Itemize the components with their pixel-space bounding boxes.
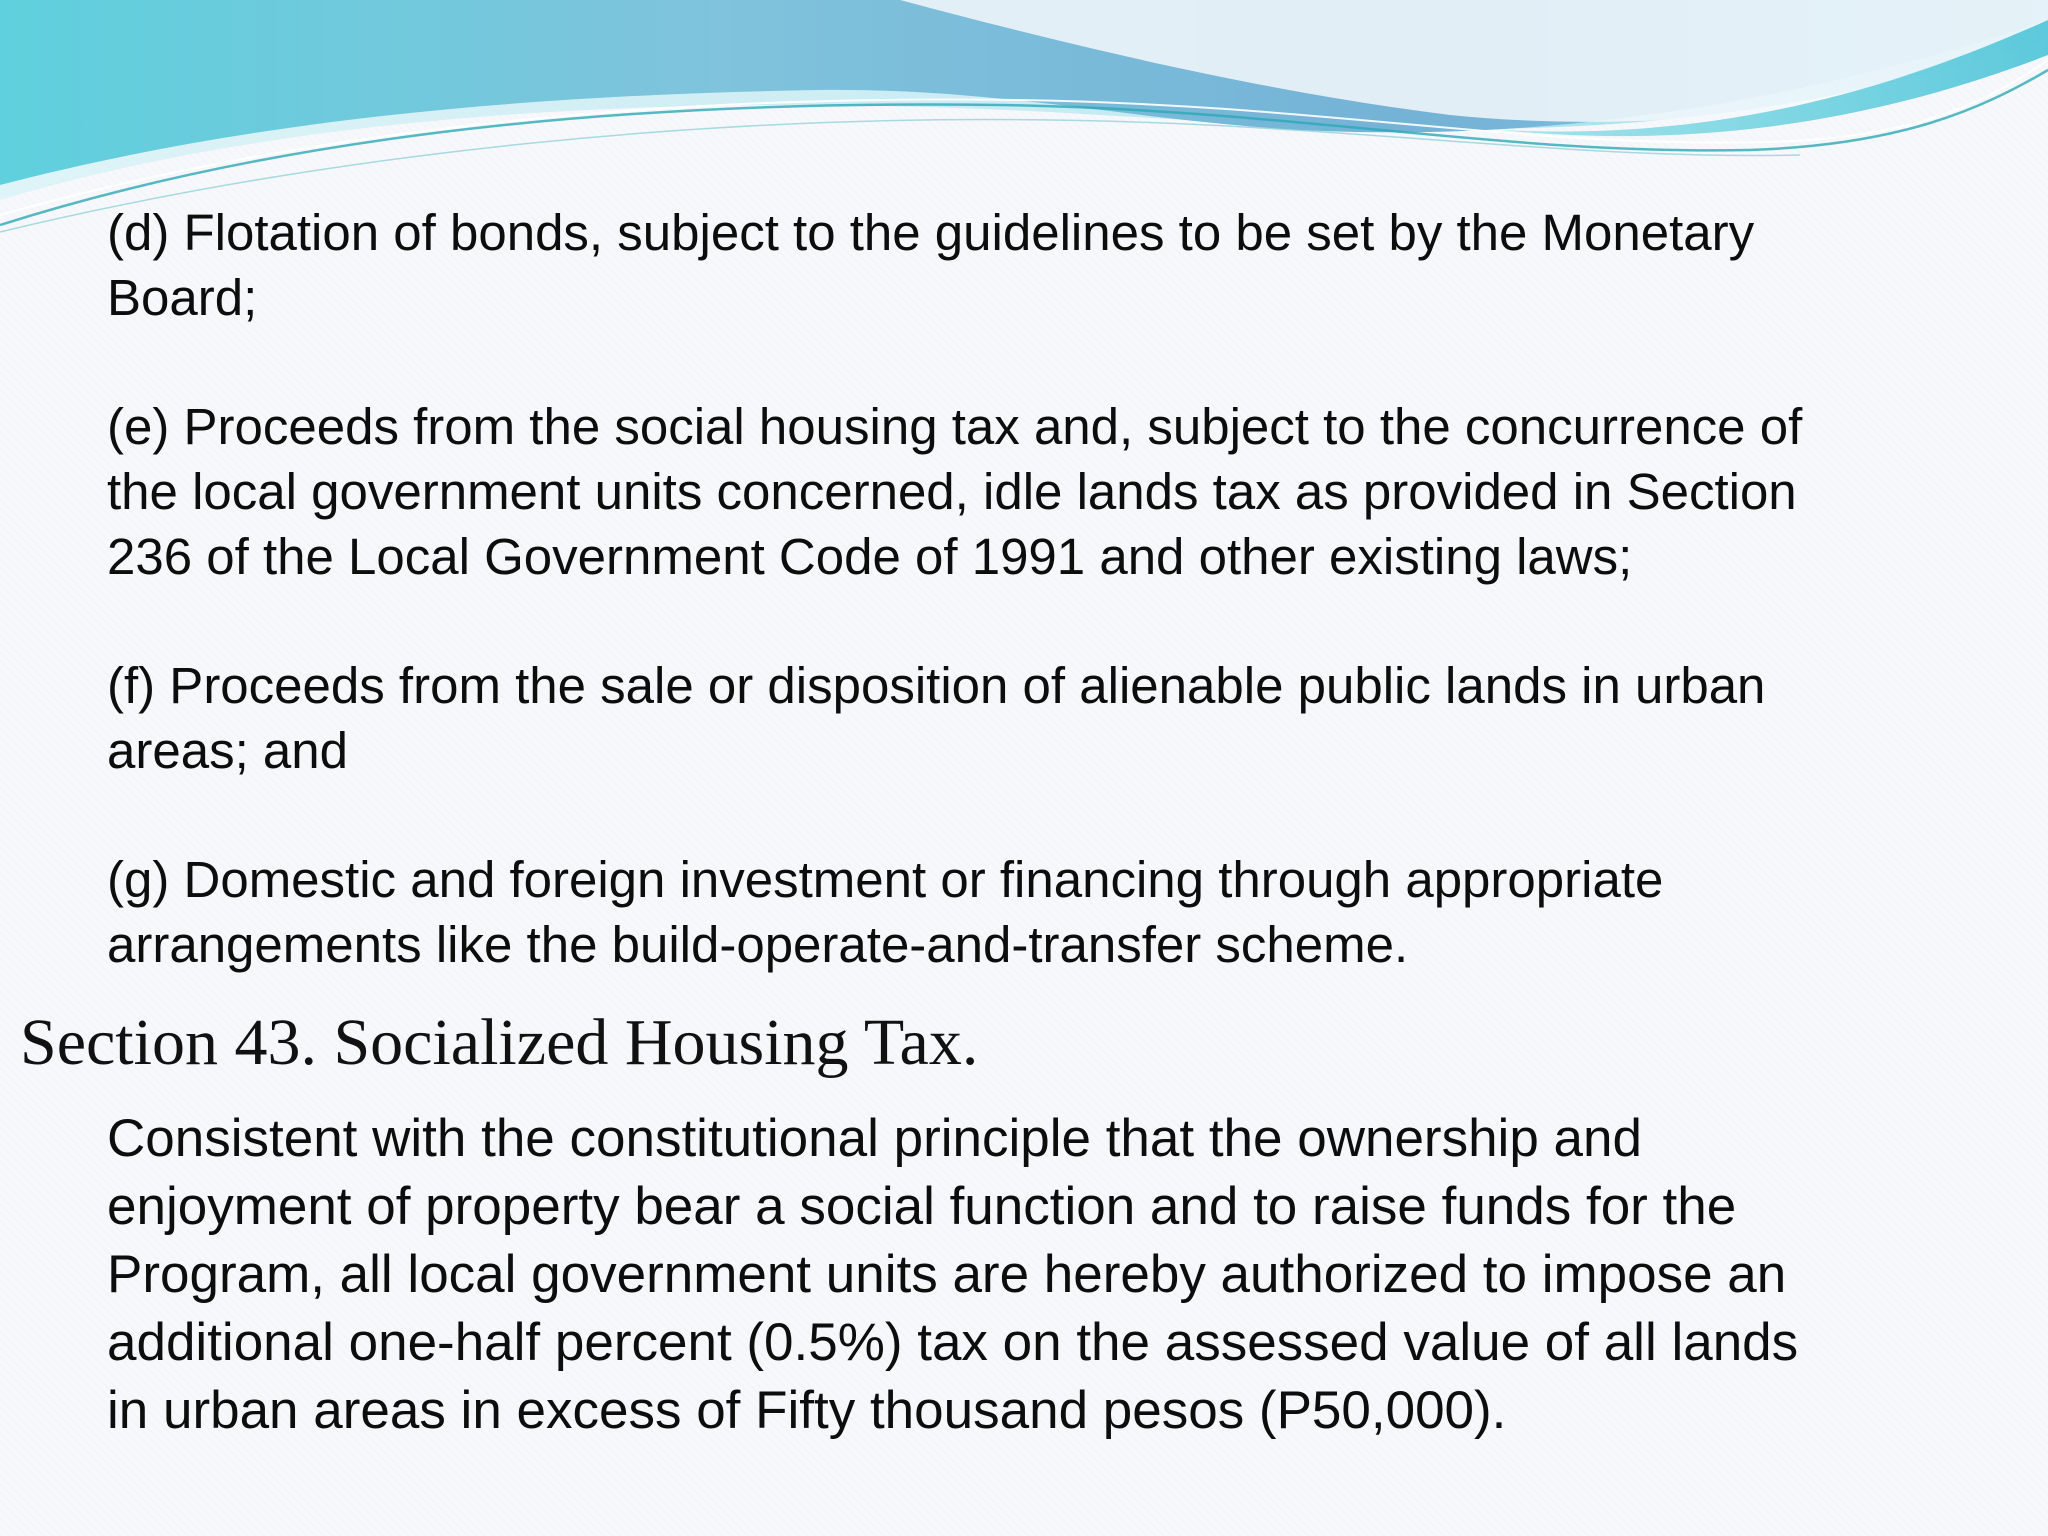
list-item-e: (e) Proceeds from the social housing tax and, subject to the concurrence of the local government units concerned, idle lands tax as provided in Section 236 of the Local Government Code of 1991 and other existing laws;	[107, 398, 1803, 585]
list-item-d: (d) Flotation of bonds, subject to the guidelines to be set by the Monetary Board;	[107, 204, 1755, 326]
section-heading: Section 43. Socialized Housing Tax.	[20, 1006, 979, 1079]
list-item-f: (f) Proceeds from the sale or disposition of alienable public lands in urban areas; and	[107, 657, 1766, 779]
section-body: Consistent with the constitutional principle that the ownership and enjoyment of property bear a social function and to raise funds for the Program, all local government units are hereby authorized to impose an additional one-half percent (0.5%) tax on the assessed value of all lands in urban areas in excess of Fifty thousand pesos (P50,000).	[107, 1109, 1799, 1440]
list-item-g: (g) Domestic and foreign investment or financing through appropriate arrangements like the build-operate-and-transfer scheme.	[107, 851, 1664, 973]
